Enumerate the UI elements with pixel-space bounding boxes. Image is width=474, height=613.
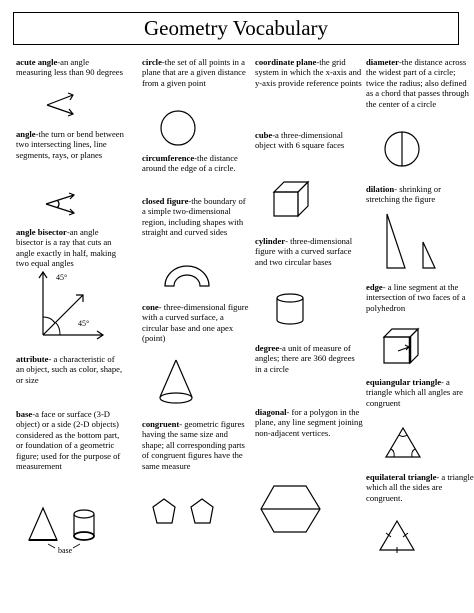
term: angle bisector xyxy=(16,227,67,237)
definition: -the turn or bend between two intersecting lines, line segments, rays, or planes xyxy=(16,129,124,160)
cube-icon xyxy=(272,180,312,220)
entry-cylinder xyxy=(255,236,363,267)
term: cone xyxy=(142,302,159,312)
entry-edge xyxy=(366,282,474,313)
definition: - a triangle which all angles are congruent xyxy=(366,377,463,408)
definition: - for a polygon in the plane, any line segment joining non-adjacent vertices. xyxy=(255,407,363,438)
entry-acute-angle xyxy=(16,57,124,78)
entry-degree xyxy=(255,343,363,374)
entry-congruent xyxy=(142,419,250,471)
definition: - a characteristic of an object, such as color, shape, or size xyxy=(16,354,123,385)
entry-angle xyxy=(16,129,124,160)
entry-attribute xyxy=(16,354,124,385)
page-title: Geometry Vocabulary xyxy=(13,12,459,45)
term: cylinder xyxy=(255,236,286,246)
base-icon xyxy=(28,506,108,550)
cone-icon xyxy=(157,358,197,408)
definition: - a line segment at the intersection of two faces of a polyhedron xyxy=(366,282,466,313)
term: circumference xyxy=(142,153,195,163)
term: angle xyxy=(16,129,36,139)
term: congruent xyxy=(142,419,180,429)
entry-diagonal xyxy=(255,407,363,438)
term: diameter xyxy=(366,57,399,67)
definition: -an angle measuring less than 90 degrees xyxy=(16,57,123,78)
term: acute angle xyxy=(16,57,58,67)
term: coordinate plane xyxy=(255,57,317,67)
definition: -the set of all points in a plane that are a given distance from a given point xyxy=(142,57,246,88)
entry-dilation xyxy=(366,184,474,205)
equiangular-triangle-icon xyxy=(384,426,424,460)
term: closed figure xyxy=(142,196,189,206)
term: degree xyxy=(255,343,280,353)
entry-circle xyxy=(142,57,250,88)
cylinder-icon xyxy=(274,292,310,328)
angle-bisector-icon xyxy=(38,270,108,340)
diameter-circle-icon xyxy=(383,130,423,170)
definition: -the grid system in which the x-axis and y-axis provide reference points xyxy=(255,57,362,88)
acute-angle-icon xyxy=(45,92,85,117)
definition: -an angle bisector is a ray that cuts an angle exactly in half, making two equal angles xyxy=(16,227,116,269)
dilation-triangles-icon xyxy=(385,212,447,272)
definition: - three-dimensional figure with a curved surface, a circular base and one apex (point) xyxy=(142,302,249,344)
degree-label-lower: 45° xyxy=(78,319,90,328)
term: base xyxy=(16,409,33,419)
definition: - shrinking or stretching the figure xyxy=(366,184,441,205)
entry-diameter xyxy=(366,57,474,109)
definition: -a unit of measure of angles; there are 360 degrees in a circle xyxy=(255,343,355,374)
term: edge xyxy=(366,282,383,292)
definition: - a triangle which all the sides are congruent. xyxy=(366,472,474,503)
term: diagonal xyxy=(255,407,287,417)
entry-coordinate-plane xyxy=(255,57,363,88)
entry-cone xyxy=(142,302,250,344)
term: cube xyxy=(255,130,273,140)
circle-icon xyxy=(158,108,198,148)
definition: -the distance around the edge of a circle. xyxy=(142,153,238,174)
definition: - geometric figures having the same size and shape; all corresponding parts of congruent figures have the same measure xyxy=(142,419,245,471)
entry-equilateral xyxy=(366,472,474,503)
definition: -the distance across the widest part of a circle; twice the radius; also defined as a chord that passes through the center of a circle xyxy=(366,57,469,109)
base-label: base xyxy=(58,546,73,555)
hexagon-diagonal-icon xyxy=(260,484,322,534)
definition: -a three-dimensional object with 6 square faces xyxy=(255,130,345,151)
degree-label-upper: 45° xyxy=(56,273,68,282)
entry-angle-bisector xyxy=(16,227,124,269)
entry-circumference xyxy=(142,153,250,174)
angle-icon xyxy=(44,193,80,215)
semicircle-arch-icon xyxy=(163,264,213,288)
term: circle xyxy=(142,57,162,67)
definition: - three-dimensional figure with a curved surface and two circular bases xyxy=(255,236,353,267)
equilateral-triangle-icon xyxy=(379,519,417,553)
edge-cube-icon xyxy=(382,327,424,369)
definition: -a face or surface (3-D object) or a side (2-D objects) considered as the bottom part, or foundation of a geometric figure; used for the purpose of measurement xyxy=(16,409,121,472)
term: dilation xyxy=(366,184,395,194)
entry-closed-figure xyxy=(142,196,250,238)
entry-base xyxy=(16,409,124,471)
term: attribute xyxy=(16,354,49,364)
entry-equiangular xyxy=(366,377,474,408)
term: equilateral triangle xyxy=(366,472,437,482)
definition: -the boundary of a simple two-dimensional region, including shapes with straight and curved sides xyxy=(142,196,246,238)
congruent-pentagons-icon xyxy=(152,497,222,527)
term: equiangular triangle xyxy=(366,377,442,387)
entry-cube xyxy=(255,130,363,151)
